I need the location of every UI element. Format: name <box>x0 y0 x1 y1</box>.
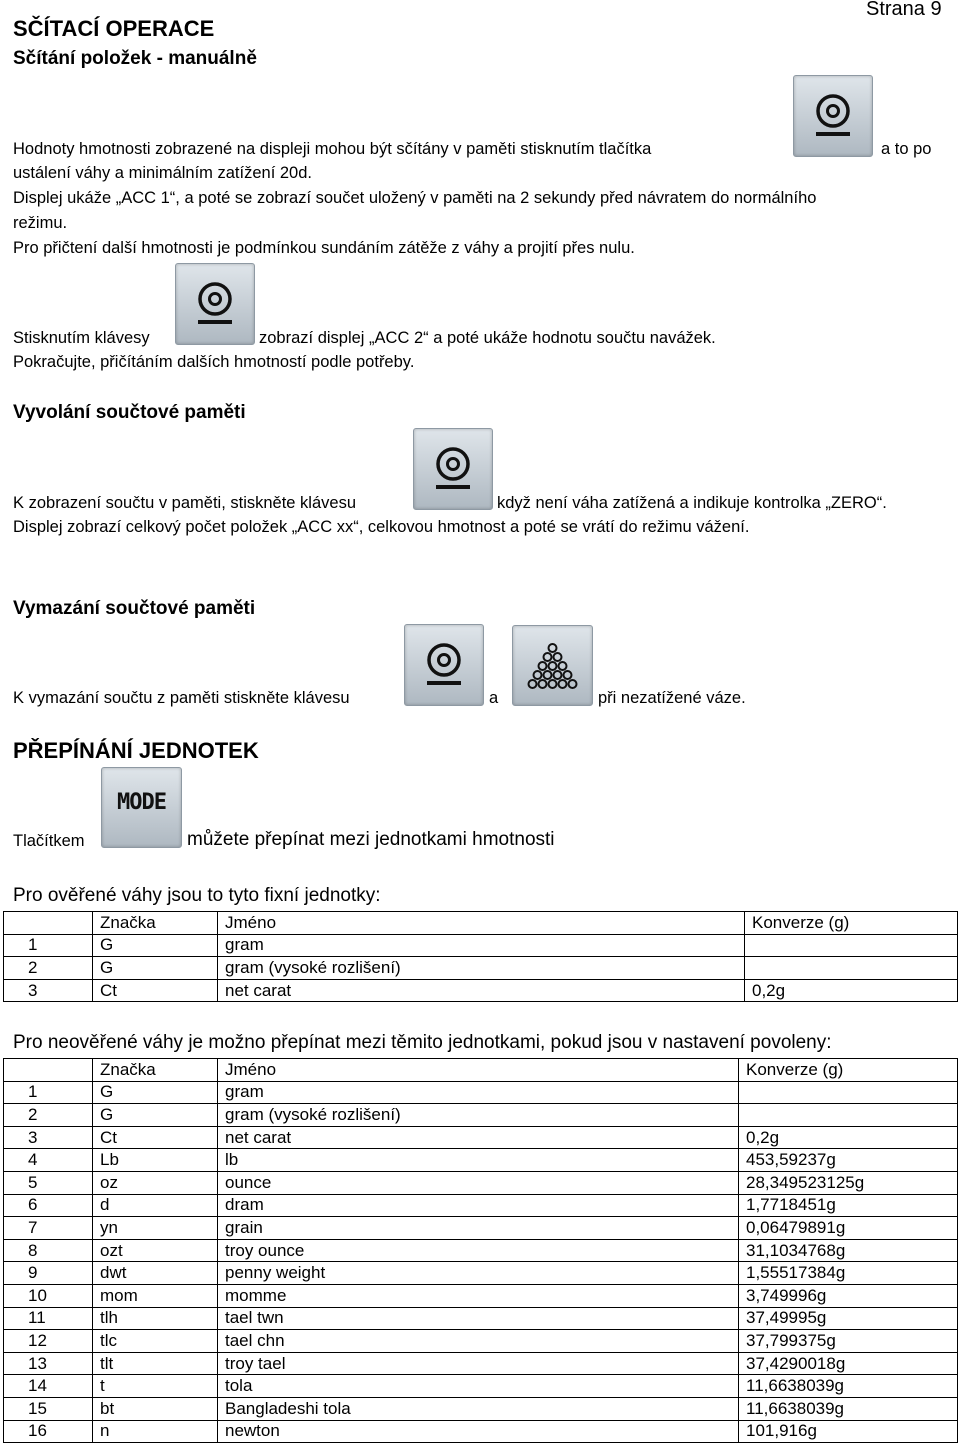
cell-symbol: Lb <box>93 1149 218 1172</box>
col-header-index <box>4 1059 93 1082</box>
table-header-row <box>4 912 958 935</box>
para1-line3: Displej ukáže „ACC 1“, a poté se zobrazí součet uložený v paměti na 2 sekundy před návratem do normálního <box>13 189 817 207</box>
table-row <box>4 1420 958 1443</box>
para2-line2: Pokračujte, přičítáním dalších hmotností podle potřeby. <box>13 353 415 371</box>
units-line-end: můžete přepínat mezi jednotkami hmotnosti <box>187 829 555 850</box>
table-row <box>4 1171 958 1194</box>
clear-line-mid: a <box>489 689 499 707</box>
cell-conversion: 101,916g <box>739 1420 958 1443</box>
cell-name: penny weight <box>218 1262 739 1285</box>
table-row <box>4 1104 958 1127</box>
cell-index: 2 <box>4 1104 93 1127</box>
table-row <box>4 1284 958 1307</box>
cell-conversion: 0,06479891g <box>739 1217 958 1240</box>
para1-line2: ustálení váhy a minimálním zatížení 20d. <box>13 164 312 182</box>
cell-name: net carat <box>218 1126 739 1149</box>
cell-symbol: G <box>93 934 218 957</box>
col-header-symbol: Značka <box>93 1059 218 1082</box>
page-subtitle: Sčítání položek - manuálně <box>13 48 257 69</box>
table-row <box>4 1149 958 1172</box>
para1-line5: Pro přičtení další hmotnosti je podmínkou sundáním zátěže z váhy a projití přes nulu. <box>13 239 635 257</box>
recall-line2: Displej zobrazí celkový počet položek „ACC xx“, celkovou hmotnost a poté se vrátí do režimu vážení. <box>13 518 750 536</box>
accumulate-key-icon <box>413 428 493 510</box>
cell-symbol: Ct <box>93 979 218 1002</box>
table-row <box>4 1330 958 1353</box>
cell-conversion: 11,6638039g <box>739 1375 958 1398</box>
cell-conversion: 31,1034768g <box>739 1239 958 1262</box>
cell-index: 9 <box>4 1262 93 1285</box>
cell-symbol: ozt <box>93 1239 218 1262</box>
cell-index: 2 <box>4 957 93 980</box>
cell-index: 7 <box>4 1217 93 1240</box>
cell-symbol: G <box>93 957 218 980</box>
cell-conversion: 0,2g <box>739 1126 958 1149</box>
cell-symbol: dwt <box>93 1262 218 1285</box>
table-row <box>4 1126 958 1149</box>
cell-index: 15 <box>4 1397 93 1420</box>
cell-name: momme <box>218 1284 739 1307</box>
col-header-name: Jméno <box>218 912 745 935</box>
cell-symbol: oz <box>93 1171 218 1194</box>
para1-line1: Hodnoty hmotnosti zobrazené na displeji mohou být sčítány v paměti stisknutím tlačítka <box>13 140 652 158</box>
cell-index: 1 <box>4 934 93 957</box>
cell-index: 3 <box>4 979 93 1002</box>
verified-units-table <box>3 911 958 1002</box>
cell-symbol: G <box>93 1081 218 1104</box>
cell-name: ounce <box>218 1171 739 1194</box>
accumulate-key-icon <box>404 624 484 706</box>
table-row <box>4 957 958 980</box>
table-row <box>4 1081 958 1104</box>
table-row <box>4 1194 958 1217</box>
recall-heading: Vyvolání součtové paměti <box>13 402 246 423</box>
cell-index: 6 <box>4 1194 93 1217</box>
cell-name: grain <box>218 1217 739 1240</box>
cell-conversion: 0,2g <box>745 979 958 1002</box>
para2-line1: Stisknutím klávesy <box>13 329 150 347</box>
clear-line-start: K vymazání součtu z paměti stiskněte klávesu <box>13 689 350 707</box>
col-header-conversion: Konverze (g) <box>739 1059 958 1082</box>
cell-name: gram <box>218 934 745 957</box>
cell-conversion <box>739 1081 958 1104</box>
cell-conversion: 3,749996g <box>739 1284 958 1307</box>
cell-symbol: d <box>93 1194 218 1217</box>
cell-symbol: bt <box>93 1397 218 1420</box>
table-row <box>4 1397 958 1420</box>
table-row <box>4 1217 958 1240</box>
cell-conversion <box>739 1104 958 1127</box>
cell-name: tael chn <box>218 1330 739 1353</box>
units-line-start: Tlačítkem <box>13 832 85 850</box>
cell-index: 5 <box>4 1171 93 1194</box>
unverified-intro: Pro neověřené váhy je možno přepínat mezi těmito jednotkami, pokud jsou v nastavení povoleny: <box>13 1032 832 1053</box>
cell-index: 11 <box>4 1307 93 1330</box>
col-header-name: Jméno <box>218 1059 739 1082</box>
para1-line1-end: a to po <box>881 140 932 158</box>
col-header-conversion: Konverze (g) <box>745 912 958 935</box>
table-row <box>4 1239 958 1262</box>
cell-symbol: t <box>93 1375 218 1398</box>
cell-conversion: 11,6638039g <box>739 1397 958 1420</box>
cell-symbol: Ct <box>93 1126 218 1149</box>
cell-name: net carat <box>218 979 745 1002</box>
cell-name: newton <box>218 1420 739 1443</box>
cell-symbol: mom <box>93 1284 218 1307</box>
cell-conversion <box>745 934 958 957</box>
cell-index: 1 <box>4 1081 93 1104</box>
cell-conversion: 28,349523125g <box>739 1171 958 1194</box>
cell-index: 13 <box>4 1352 93 1375</box>
table-row <box>4 1307 958 1330</box>
cell-conversion: 1,55517384g <box>739 1262 958 1285</box>
cell-symbol: G <box>93 1104 218 1127</box>
accumulate-key-icon <box>793 75 873 157</box>
cell-symbol: yn <box>93 1217 218 1240</box>
table-row <box>4 934 958 957</box>
cell-name: gram <box>218 1081 739 1104</box>
cell-symbol: tlh <box>93 1307 218 1330</box>
cell-conversion: 37,4290018g <box>739 1352 958 1375</box>
cell-name: gram (vysoké rozlišení) <box>218 957 745 980</box>
col-header-symbol: Značka <box>93 912 218 935</box>
unverified-units-table <box>3 1058 958 1443</box>
cell-name: troy ounce <box>218 1239 739 1262</box>
table-row <box>4 1262 958 1285</box>
units-heading: PŘEPÍNÁNÍ JEDNOTEK <box>13 738 259 763</box>
table-row <box>4 1375 958 1398</box>
cell-index: 8 <box>4 1239 93 1262</box>
para2-line1-end: zobrazí displej „ACC 2“ a poté ukáže hodnotu součtu navážek. <box>259 329 716 347</box>
cell-symbol: n <box>93 1420 218 1443</box>
cell-index: 14 <box>4 1375 93 1398</box>
pyramid-key-icon <box>512 625 593 706</box>
cell-index: 4 <box>4 1149 93 1172</box>
cell-name: Bangladeshi tola <box>218 1397 739 1420</box>
cell-index: 3 <box>4 1126 93 1149</box>
table-row <box>4 1352 958 1375</box>
cell-name: troy tael <box>218 1352 739 1375</box>
cell-conversion: 453,59237g <box>739 1149 958 1172</box>
page-number: Strana 9 <box>866 0 942 20</box>
cell-name: lb <box>218 1149 739 1172</box>
accumulate-key-icon <box>175 263 255 345</box>
cell-index: 12 <box>4 1330 93 1353</box>
mode-key-icon <box>101 767 182 848</box>
recall-line1-end: když není váha zatížená a indikuje kontrolka „ZERO“. <box>497 494 887 512</box>
cell-name: gram (vysoké rozlišení) <box>218 1104 739 1127</box>
cell-name: tola <box>218 1375 739 1398</box>
recall-line1: K zobrazení součtu v paměti, stiskněte klávesu <box>13 494 357 512</box>
para1-line4: režimu. <box>13 214 68 232</box>
cell-name: dram <box>218 1194 739 1217</box>
cell-conversion: 37,49995g <box>739 1307 958 1330</box>
clear-heading: Vymazání součtové paměti <box>13 598 256 619</box>
cell-conversion: 37,799375g <box>739 1330 958 1353</box>
cell-symbol: tlt <box>93 1352 218 1375</box>
cell-index: 10 <box>4 1284 93 1307</box>
verified-intro: Pro ověřené váhy jsou to tyto fixní jednotky: <box>13 885 381 906</box>
table-header-row <box>4 1059 958 1082</box>
page-title: SČÍTACÍ OPERACE <box>13 16 215 41</box>
cell-name: tael twn <box>218 1307 739 1330</box>
cell-symbol: tlc <box>93 1330 218 1353</box>
cell-index: 16 <box>4 1420 93 1443</box>
cell-conversion: 1,7718451g <box>739 1194 958 1217</box>
clear-line-end: při nezatížené váze. <box>598 689 746 707</box>
mode-key-label: MODE <box>117 790 166 815</box>
cell-conversion <box>745 957 958 980</box>
col-header-index <box>4 912 93 935</box>
table-row <box>4 979 958 1002</box>
